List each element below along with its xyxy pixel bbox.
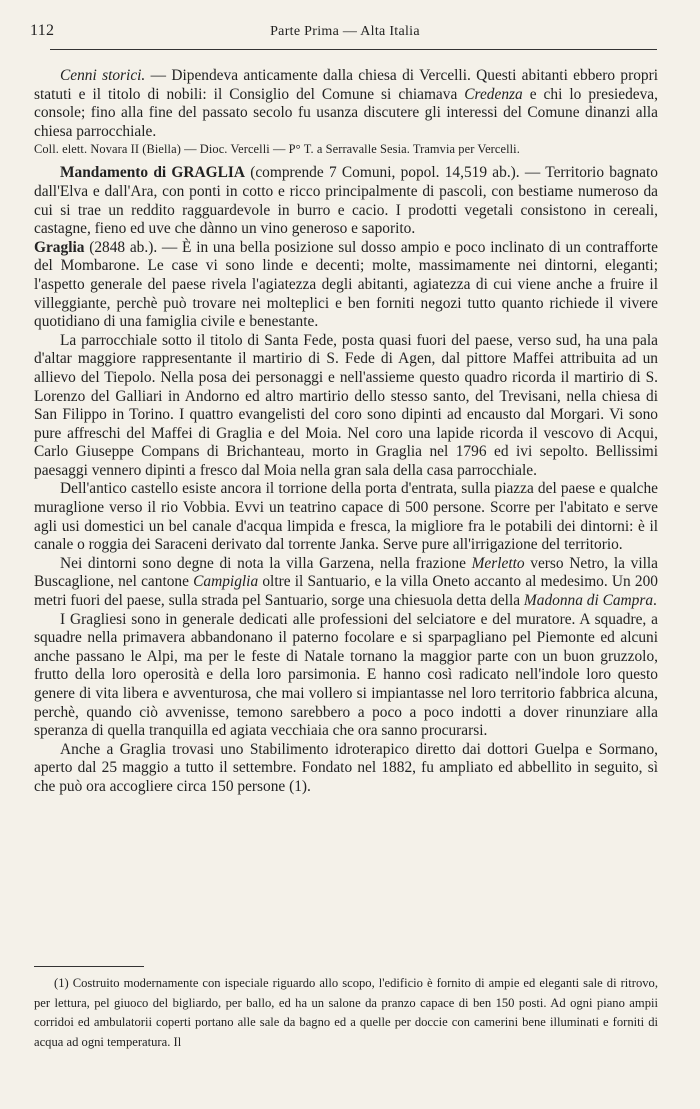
cenni-text-1: — Dipendeva anticamente dalla chiesa di Vercelli. Questi abitanti ebbero propri statuti e il titolo di nobili: il Consiglio del Comune si chiamava [34, 67, 659, 103]
footnote [34, 974, 658, 1052]
dintorni-madonna: Madonna di Campra [523, 592, 654, 610]
mandamento-text: (comprende 7 Comuni, popol. 14,519 ab.). — Territorio bagnato dall'Elva e dall'Ara, con ponti in cotto e ricco principalmente di pascoli, con bestiame numeroso da cui si trae un reddito ragguardevole in burro e cacio. I prodotti vegetali consistono in cereali, castagne, fieno ed uve che dànno un vino generoso e saporito. [34, 164, 658, 238]
paragraph-graglia [34, 239, 658, 332]
paragraph-parrocchiale: La parrocchiale sotto il titolo di Santa Fede, posta quasi fuori del paese, verso sud, ha una pala d'altar maggiore rappresentante il martirio di S. Fede di Agen, dal pittore Maffei attribuita ad un allievo del Tiepolo. Nella posa dei personaggi e nell'assieme questo quadro ricorda il martirio di S. Lorenzo del Galliari in Andorno ed altro martirio dello stesso santo, del Trevisani, nella chiesa di San Filippo in Torino. I quattro evangelisti del coro sono dipinti ad encausto dal Morgari. Vi sono pure affreschi del Maffei di Graglia e del Moia. Nel coro una lapide ricorda il vescovo di Acqui, Carlo Giuseppe Compans di Brichanteau, morto in Graglia nel 1796 ed ivi sepolto. Bellissimi paesaggi vennero dipinti a fresco dal Moia nella gran sala della casa parrocchiale. [34, 331, 658, 479]
main-text [34, 67, 658, 797]
paragraph-cenni-storici [34, 67, 658, 141]
footnote-text: (1) Costruito modernamente con ispeciale riguardo allo scopo, l'edificio è fornito di ampie ed eleganti sale di ritrovo, per lettura, pel giuoco del bigliardo, per ballo, ed ha un salone da pranzo capace di ben 150 posti. Ad ogni piano ampii corridoi ed ambulatorii coperti portano alle sale da bagno ed a quelle per doccie con camerini bene illuminati e forniti di acqua ad ogni temperatura. Il [34, 976, 658, 1049]
paragraph-stabilimento: Anche a Graglia trovasi uno Stabilimento idroterapico diretto dai dottori Guelpa e Sormano, aperto dal 25 maggio a tutto il settembre. Fondato nel 1882, fu ampliato ed abbellito in seguito, sì che può ora accogliere circa 150 persone (1). [34, 740, 658, 795]
paragraph-dintorni [34, 555, 658, 611]
credenza-term: Credenza [464, 85, 523, 103]
cenni-label: Cenni storici. [60, 67, 146, 84]
dintorni-merletto: Merletto [471, 554, 525, 572]
dintorni-campiglia: Campiglia [193, 573, 259, 591]
paragraph-gragliesi: I Gragliesi sono in generale dedicati alle professioni del selciatore e del muratore. A squadre, a squadre nella primavera abbandonano il paterno focolare e si sparpagliano pel Piemonte ed alcuni anche passano le Alpi, ma per le feste di Natale tornano la maggior parte con un buon gruzzolo, frutto della loro operosità e della loro parsimonia. E hanno così radicato nell'indole loro questo genere di vita libera e avventurosa, che mai vollero si impiantasse nel loro territorio fabbrica alcuna, perchè, quando ciò avvenisse, temono sarebbero a poco a poco indotti a dover rinunziare alla speranza di quella tranquilla ed agiata vecchiaia che ora sanno procurarsi. [34, 610, 658, 740]
running-title: Parte Prima — Alta Italia [270, 24, 420, 39]
collegio-line: Coll. elett. Novara II (Biella) — Dioc. Vercelli — P° T. a Serravalle Sesia. Tramvia per Vercelli. [34, 142, 520, 157]
dintorni-text-4: . [653, 592, 657, 610]
footnote-rule [34, 966, 144, 967]
mandamento-place: GRAGLIA [171, 164, 245, 182]
page-number: 112 [30, 22, 55, 39]
cenni-text-2: e chi lo presiedeva, console; fino alla fine del passato secolo fu usanza discutere gli interessi del Comune dinanzi alla chiesa parrocchiale. [34, 85, 658, 140]
header-rule [50, 49, 657, 50]
dintorni-text-2: verso Netro, la villa Buscaglione, nel cantone [34, 554, 658, 591]
running-header [30, 22, 660, 46]
mandamento-lead: Mandamento di [60, 164, 172, 182]
dintorni-text-3: oltre il Santuario, e la villa Oneto accanto al medesimo. Un 200 metri fuori del paese, sulla strada pel Santuario, sorge una chiesuola detta della [34, 573, 658, 610]
dintorni-text-1: Nei dintorni sono degne di nota la villa Garzena, nella frazione [60, 554, 472, 572]
paragraph-mandamento [34, 164, 658, 238]
graglia-text: (2848 ab.). — È in una bella posizione sul dosso ampio e poco inclinato di un contrafforte del Mombarone. Le case vi sono linde e decenti; molte, massimamente nei dintorni, eleganti; l'aspetto generale del paese rivela l'agiatezza degli abitanti, agiatezza di cui viene anche a fruire il villeggiante, perchè può trovare nei molteplici e ben forniti negozi tutto quanto richiede il vivere quotidiano di una famiglia civile e benestante. [34, 238, 658, 331]
paragraph-castello: Dell'antico castello esiste ancora il torrione della porta d'entrata, sulla piazza del paese e qualche muraglione verso il rio Vobbia. Evvi un teatrino capace di 500 persone. Scorre per l'abitato e serve agli usi domestici un bel canale d'acqua limpida e fresca, la migliore fra le potabili dei dintorni: è il canale o roggia dei Saraceni derivato dal torrente Janka. Serve pure all'irrigazione del territorio. [34, 480, 658, 554]
graglia-name: Graglia [34, 238, 85, 256]
